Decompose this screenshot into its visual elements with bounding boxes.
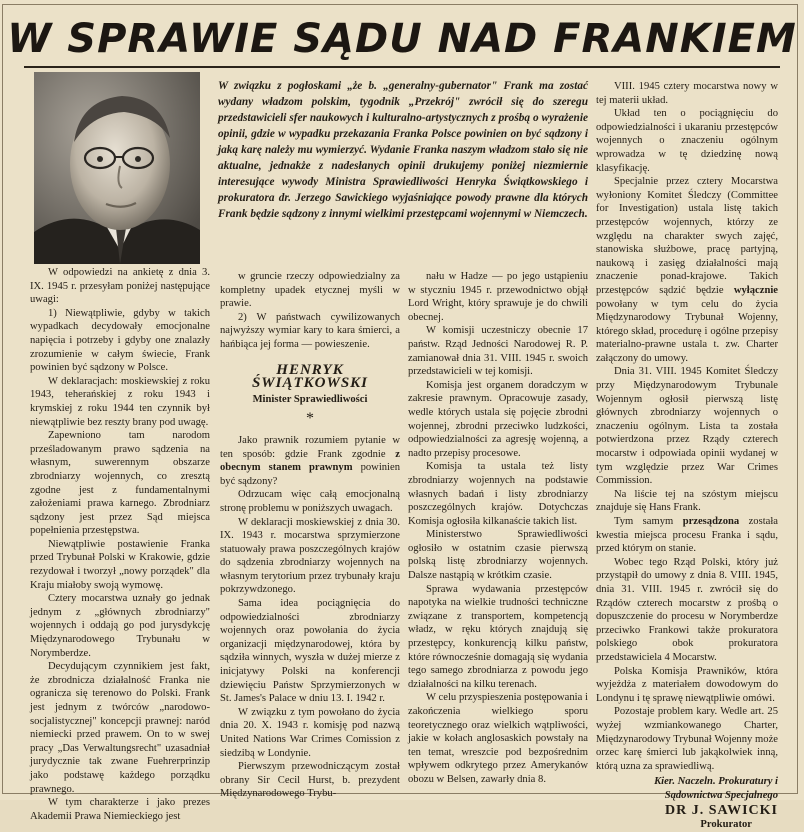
paragraph: VIII. 1945 cztery mocarstwa nowy w tej materii układ.	[596, 81, 778, 106]
paragraph: Pierwszym przewodniczącym został obrany Sir Cecil Hurst, b. prezydent Międzynarodowego Trybu-	[220, 761, 400, 800]
paragraph: Cztery mocarstwa uznały go jednak jednym z „głównych zbrodniarzy" wojennych i oddają go pod jurysdykcję Międzynarodowego Trybunału w Norymberdze.	[30, 593, 210, 659]
paragraph: Sama idea pociągnięcia do odpowiedzialności zbrodniarzy wojennych oraz powołania do życia organizacji międzynarodowej, która by sądziła winnych, wyszła w dużej mierze z inicjatywy Polski na konferencji dziewięciu Państw Sprzymierzonych w St. James's Palace w dniu 13. I. 1942 r.	[220, 598, 400, 705]
paragraph: W komisji uczestniczy obecnie 17 państw. Rząd Jedności Narodowej R. P. zamianował dnia 31. VIII. 1945 r. swoich przedstawicieli w tej komisji.	[408, 325, 588, 378]
paragraph: nału w Hadze — po jego ustąpieniu w styczniu 1945 r. przewodnictwo objął Lord Wright, który sprawuje je do chwili obecnej.	[408, 271, 588, 323]
portrait-photo	[34, 72, 200, 264]
separator-asterisk: *	[306, 410, 314, 428]
paragraph: Niewątpliwie postawienie Franka przed Trybunał Polski w Krakowie, gdzie rezydował i tworzył „nowy porządek" dla Kraju miałoby swoją wymowę.	[30, 538, 210, 591]
signature-title: Minister Sprawiedliwości	[252, 393, 368, 405]
intro-text: W związku z pogłoskami „że b. „generalny-gubernator" Frank ma zostać wydany władzom polskim, tygodnik „Przekrój" zwrócił się do szeregu przedstawicieli sfer naukowych i kulturalno-artystycznych z prośbą o wyrażenie opinii, gdzie w wypadku przekazania Franka Polsce powinien on być sądzony i jaką karę należy mu wymierzyć. Wydanie Franka naszym władzom stało się nie aktualne, jednakże z nadesłanych opinii drukujemy poniżej niezmiernie interesujące wywody Ministra Sprawiedliwości Henryka Świątkowskiego i prokuratora dr. Jerzego Sawickiego wyjaśniające powody prawne dla których Frank będzie sądzony z innymi wielkimi przestępcami wojennymi w Niemczech.	[218, 80, 588, 220]
article-column-2	[220, 270, 400, 801]
paragraph: W deklaracji moskiewskiej z dnia 30. IX. 1943 r. mocarstwa sprzymierzone statuowały prawa poszczególnych krajów do sądzenia zbrodniarzy wojennych na własnym terytorium przez trybunały kraju pokrzywdzonego.	[220, 516, 400, 596]
paragraph: Decydującym czynnikiem jest fakt, że zbrodnicza działalność Franka nie ogranicza się terenowo do Polski. Frank jest jednym z twórców „narodowo-socjalistycznej" koncepcji prawnej: naród niemiecki przed prawem. On to w swej pracy „Das Verwaltungsrecht" uzasadniał jurydycznie tak zwane Fuehrerprinzip jako podstawę każdego porządku prawnego.	[30, 661, 210, 795]
paragraph: Tym samym przesądzona została kwestia miejsca procesu Franka i sądu, przed którym on stanie.	[596, 516, 779, 555]
paragraph: Sprawa wydawania przestępców napotyka na wielkie trudności techniczne związane z transportem, kompetencją władz, w ręku których znajdują się przestępcy, konkurencją kilku państw, które równocześnie domagają się wydania tego samego zbrodniarza z powodu jego działalności na kilku terenach.	[408, 583, 588, 690]
paragraph: W deklaracjach: moskiewskiej z roku 1943, teherańskiej z roku 1943 i krymskiej z roku 1944 ten czynnik był niewątpliwie bez reszty brany pod uwagę.	[30, 375, 210, 428]
paragraph: Wobec tego Rząd Polski, który już przystąpił do umowy z dnia 8. VIII. 1945, dnia 31. VIII. 1945 r. zwrócił się do Rządów czterech mocarstw z prośbą o dopuszczenie do procesu w Norymberdze przeciwko Frankowi także prokuratora polskiego obok prokuratora przedstawiciela 4 Mocarstw.	[596, 556, 778, 663]
paragraph: W odpowiedzi na ankietę z dnia 3. IX. 1945 r. przesyłam poniżej następujące uwagi:	[30, 267, 210, 306]
paragraph: Dnia 31. VIII. 1945 Komitet Śledczy przy Międzynarodowym Trybunale Wojennym ogłosił pierwszą listę głównych zbrodniarzy wojennych o znaczeniu ogólnym. Lista ta została potwierdzona przez Rządy czterech mocarstw i odpowiada opinii wydanej w tym względzie przez War Crimes Commission.	[596, 366, 778, 487]
paragraph: Komisja ta ustala też listy zbrodniarzy wojennych na podstawie własnych badań i listy zbrodniarzy poszczególnych krajów. Dotychczas Komisja ogłosiła kilkanaście takich list.	[408, 461, 588, 527]
paragraph: Ministerstwo Sprawiedliwości ogłosiło w ostatnim czasie pierwszą polską listę zbrodniarzy wojennych. Dalsze nastąpią w krótkim czasie.	[408, 529, 588, 582]
article-column-3	[408, 270, 588, 787]
paragraph: Polska Komisja Prawników, która wyjeżdża z materiałem dowodowym do Londynu i tę sprawę niewątpliwie omówi.	[596, 665, 778, 704]
paragraph: Zapewniono tam narodom prześladowanym prawo sądzenia na własnym, suwerennym obszarze zbrodniarzy wojennych, co zresztą zgodne jest z fundamentalnymi założeniami prawa karnego. Zbrodniarz sądzony jest przez Sąd miejsca popełnienia przestępstwa.	[30, 430, 210, 537]
paragraph: W tym charakterze i jako prezes Akademii Prawa Niemieckiego jest	[30, 797, 210, 822]
signature-name: DR J. SAWICKI	[665, 803, 778, 819]
headline-rule	[24, 66, 780, 68]
paragraph: Pozostaje problem kary. Wedle art. 25 wyżej wzmiankowanego Charter, Międzynarodowy Trybunał Wojenny może orzec karę śmierci lub jakąkolwiek inną, którą uzna za sprawiedliwą.	[596, 706, 778, 772]
paragraph: Komisja jest organem doradczym w zakresie prawnym. Opracowuje zasady, wedle których ustala się pojęcie zbrodni wojennej, zbrodni przeciwko ludzkości, odpowiedzialności za agresję wojenną, a nadto przepisy procesowe.	[408, 379, 588, 459]
paragraph: Specjalnie przez cztery Mocarstwa wyłoniony Komitet Śledczy (Committee for Investigation) ustala listę takich przestępców wojennych, którzy ze względu na charakter swych zajęć, stanowiska służbowe, pracę partyjną, naukową i zasięg działalności mają znaczenie ponad-krajowe. Takich przestępców sądzić będzie wyłącznie powołany w tym celu do życia Międzynarodowy Trybunał Wojenny, którego skład, procedurę i ogólne przepisy materialno-prawne ustala t. zw. Charter załączony do umowy.	[596, 176, 778, 364]
paragraph: Układ ten o pociągnięciu do odpowiedzialności i ukaraniu przestępców wojennych o znaczeniu ogólnym wprowadza w tę dziedzinę nową klasyfikację.	[596, 108, 778, 174]
paragraph: W celu przyspieszenia postępowania i zakończenia wielkiego sporu teoretycznego oraz wielkich wątpliwości, jakie w kołach anglosaskich powstały na ten temat, wreszcie pod bezpośrednim wpływem odkrytego przez Amerykanów obozu w Belsen, zawarły dnia 8.	[408, 692, 588, 785]
paragraph: Odrzucam więc całą emocjonalną stronę problemu w poniższych uwagach.	[220, 489, 400, 514]
article-column-1	[30, 266, 210, 823]
article-column-4	[596, 80, 778, 832]
paragraph: Jako prawnik rozumiem pytanie w ten sposób: gdzie Frank zgodnie z obecnym stanem prawnym powinien być sądzony?	[220, 434, 401, 487]
paragraph: 1) Niewątpliwie, gdyby w takich wypadkach decydowały emocjonalne napięcia i potrzeby i gdyby one znalazły zrozumienie w całym świecie, Frank powinien być sądzony w Polsce.	[30, 307, 210, 374]
page-title: W SPRAWIE SĄDU NAD FRANKIEM	[7, 16, 797, 62]
paragraph: Na liście tej na szóstym miejscu znajduje się Hans Frank.	[596, 488, 778, 514]
signature-name: HENRYK ŚWIĄTKOWSKI	[251, 361, 369, 392]
paragraph: 2) W państwach cywilizowanych najwyższy wymiar kary to kara śmierci, a hańbiąca jej forma — powieszenie.	[220, 311, 400, 350]
paragraph: w gruncie rzeczy odpowiedzialny za kompletny upadek etycznej myśli w prawie.	[220, 271, 400, 310]
signature-title: Prokurator	[700, 819, 752, 831]
signature-organization: Kier. Naczeln. Prokuratury i Sądownictwa Specjalnego	[654, 776, 778, 801]
paragraph: W związku z tym powołano do życia dnia 20. X. 1943 r. komisję pod nazwą United Nations War Crimes Comission z siedzibą w Londynie.	[220, 706, 400, 759]
